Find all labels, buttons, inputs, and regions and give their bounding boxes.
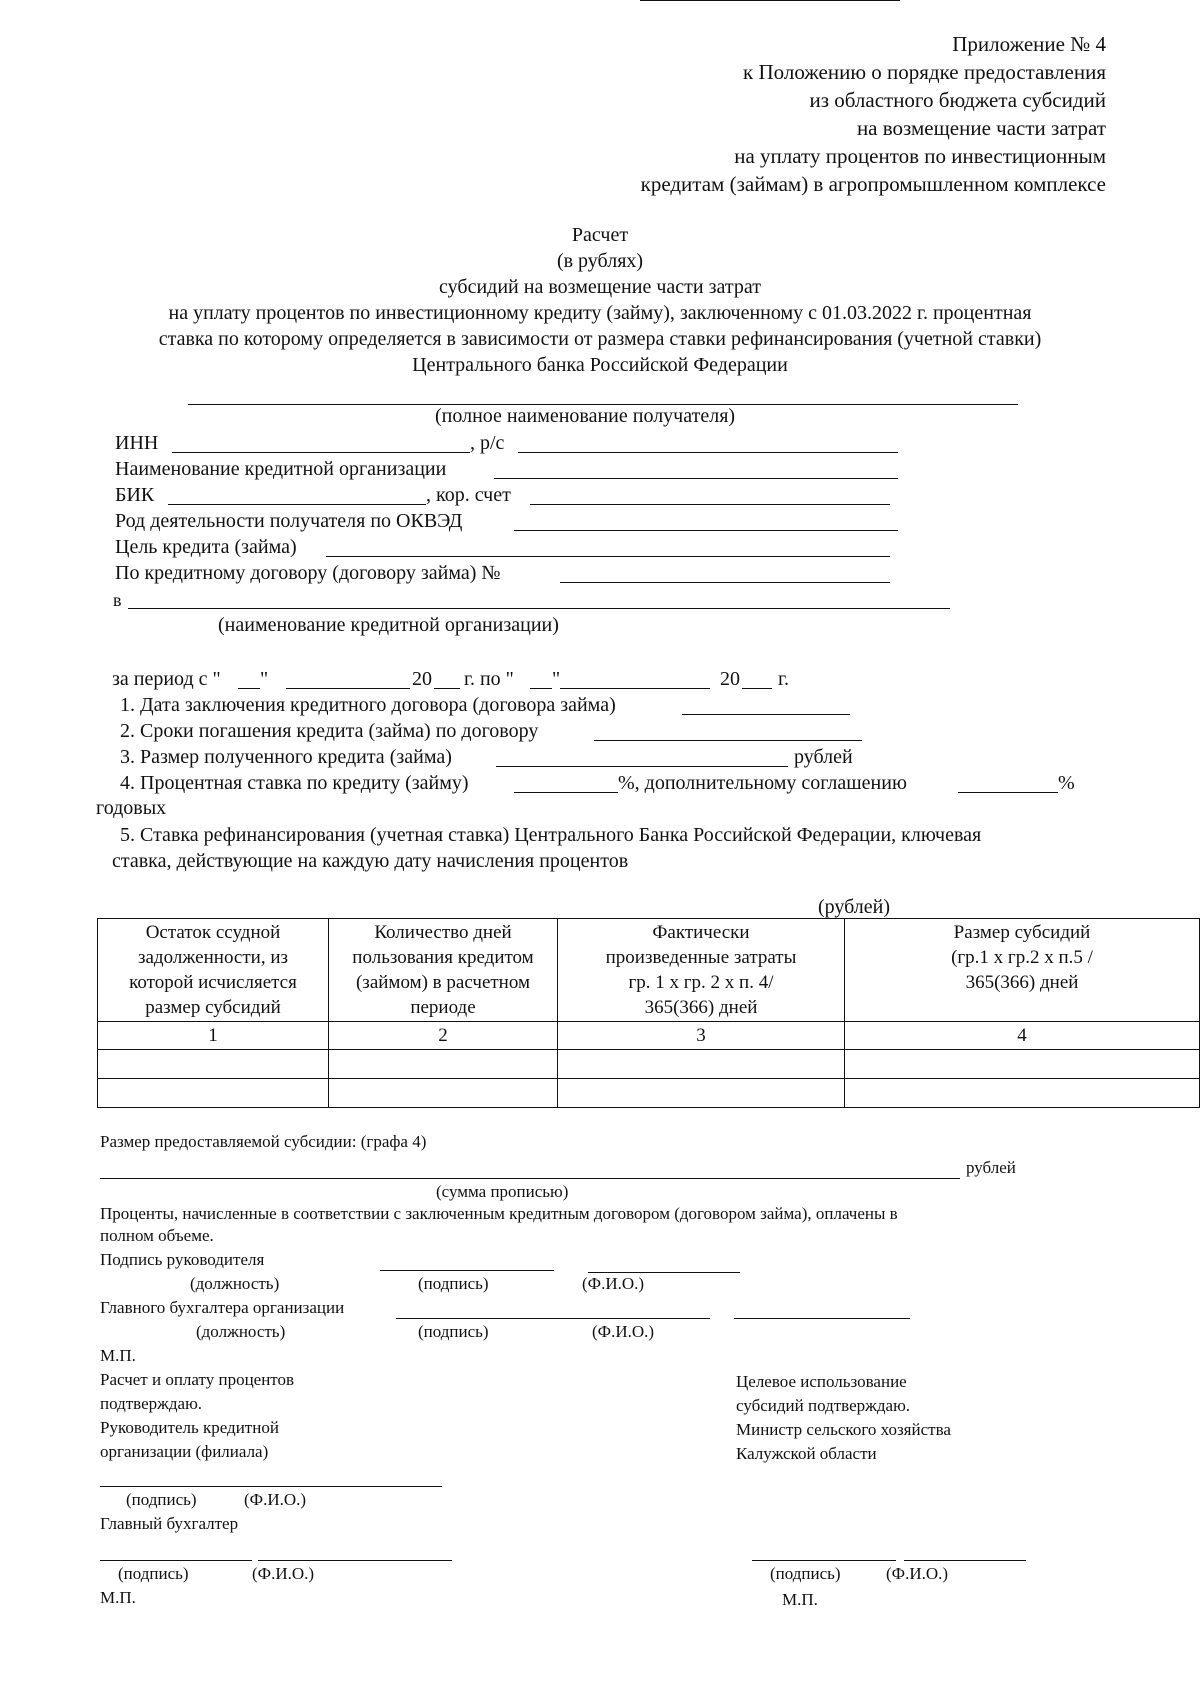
fio-caption: (Ф.И.О.) [244,1490,307,1509]
rs-label: , р/с [470,432,505,454]
chief-accountant-org-field[interactable] [396,1318,710,1319]
contract-label: По кредитному договору (договору займа) № [115,562,501,584]
signature-caption: (подпись) [126,1490,197,1509]
item-1: 1. Дата заключения кредитного договора (договора займа) [120,694,616,716]
table-cell: 4 [845,1022,1200,1050]
kor-field[interactable] [530,504,890,505]
rs-field[interactable] [518,452,898,453]
title-line: ставка по которому определяется в зависимости от размера ставки рефинансирования (учетной ставки) [158,328,1042,350]
signature-caption: (подпись) [418,1322,489,1341]
ministry-confirm-text: Министр сельского хозяйства [736,1420,951,1439]
scan-residue-line [640,0,900,1]
table-row[interactable] [98,1079,1200,1108]
table-cell[interactable] [98,1050,329,1079]
okved-label: Род деятельности получателя по ОКВЭД [115,510,463,532]
item-3: 3. Размер полученного кредита (займа) [120,746,452,768]
inn-field[interactable] [172,452,470,453]
ministry-confirm-text: Калужской области [736,1444,877,1463]
stamp-place: М.П. [100,1346,136,1365]
title-line: Центрального банка Российской Федерации [412,354,788,376]
fio-caption: (Ф.И.О.) [886,1564,949,1583]
table-cell[interactable] [845,1050,1200,1079]
item-1-field[interactable] [682,714,850,715]
table-header-cell: Фактически произведенные затраты гр. 1 х гр. 2 х п. 4/ 365(366) дней [558,919,845,1022]
period-to-day[interactable] [530,688,552,689]
table-cell[interactable] [98,1079,329,1108]
doc-subtitle: (в рублях) [556,250,644,272]
table-header-cell: Остаток ссудной задолженности, из которой исчисляется размер субсидий [98,919,329,1022]
signature-caption: (подпись) [418,1274,489,1293]
minister-signature-field[interactable] [752,1560,896,1561]
chief-accountant-label: Главный бухгалтер [100,1514,239,1533]
item-5-cont: ставка, действующие на каждую дату начисления процентов [112,850,629,872]
okved-field[interactable] [514,530,898,531]
inn-label: ИНН [115,432,159,454]
position-caption: (должность) [190,1274,280,1293]
table-unit: (рублей) [818,896,891,918]
chief-accountant-org-fio[interactable] [734,1318,910,1319]
ministry-confirm-text: Целевое использование [736,1372,907,1391]
item-2-field[interactable] [594,740,862,741]
table-cell[interactable] [558,1079,845,1108]
header-line: на уплату процентов по инвестиционным [734,144,1106,168]
item-4-percent: % [1058,772,1075,794]
period-from-year[interactable] [434,688,460,689]
kor-label: , кор. счет [426,484,511,506]
rubles-label: рублей [966,1158,1016,1177]
table-cell[interactable] [329,1050,558,1079]
table-cell: 1 [98,1022,329,1050]
subsidy-sum-field[interactable] [100,1178,960,1179]
purpose-field[interactable] [326,556,890,557]
v-label: в [113,590,122,610]
fio-caption: (Ф.И.О.) [252,1564,315,1583]
item-4-suffix: %, дополнительному соглашению [618,772,907,794]
table-number-row [98,1022,1200,1050]
stamp-place: М.П. [100,1588,136,1607]
head-signature-label: Подпись руководителя [100,1250,265,1269]
signature-caption: (подпись) [770,1564,841,1583]
contract-field[interactable] [560,582,890,583]
header-line: из областного бюджета субсидий [809,88,1106,112]
bank-caption: (наименование кредитной организации) [218,614,559,636]
sum-caption: (сумма прописью) [436,1182,569,1201]
bik-label: БИК [115,484,155,506]
period-from-month[interactable] [286,688,410,689]
fio-caption: (Ф.И.О.) [592,1322,655,1341]
recipient-caption: (полное наименование получателя) [435,405,736,427]
minister-fio-field[interactable] [904,1560,1026,1561]
bank-head-signature-field[interactable] [100,1486,442,1487]
table-cell[interactable] [558,1050,845,1079]
item-4-rate-field[interactable] [514,792,618,793]
table-header-cell: Размер субсидий (гр.1 х гр.2 х п.5 / 365(366) дней [845,919,1200,1022]
item-2: 2. Сроки погашения кредита (займа) по договору [120,720,539,742]
header-line: кредитам (займам) в агропромышленном комплексе [640,172,1106,196]
period-to-label: г. по " [464,668,514,690]
bik-field[interactable] [168,504,426,505]
chief-accountant-org-label: Главного бухгалтера организации [100,1298,345,1317]
period-to-month[interactable] [560,688,710,689]
period-year-prefix: 20 [412,668,432,690]
header-line: к Положению о порядке предоставления [743,60,1106,84]
header-line: на возмещение части затрат [856,116,1106,140]
bank-name-label: Наименование кредитной организации [115,458,447,480]
ministry-confirm-text: субсидий подтверждаю. [736,1396,911,1415]
item-4: 4. Процентная ставка по кредиту (займу) [120,772,469,794]
table-cell: 2 [329,1022,558,1050]
subsidy-size-label: Размер предоставляемой субсидии: (графа 4) [100,1132,427,1151]
period-year-prefix: 20 [720,668,740,690]
period-to-year[interactable] [742,688,772,689]
fio-caption: (Ф.И.О.) [582,1274,645,1293]
title-line: субсидий на возмещение части затрат [439,276,761,298]
table-header-cell: Количество дней пользования кредитом (займом) в расчетном периоде [329,919,558,1022]
item-3-field[interactable] [496,766,788,767]
period-from-day[interactable] [238,688,260,689]
chief-accountant-fio-field[interactable] [258,1560,452,1561]
chief-accountant-signature-field[interactable] [100,1560,252,1561]
table-cell[interactable] [329,1079,558,1108]
signature-caption: (подпись) [118,1564,189,1583]
period-from-label: за период с " [112,668,221,690]
bank-confirm-text: подтверждаю. [100,1394,203,1413]
table-row[interactable] [98,1050,1200,1079]
item-4-addl-field[interactable] [958,792,1058,793]
item-3-unit: рублей [794,746,853,768]
period-g: г. [778,668,789,690]
item-4-annual: годовых [96,797,167,819]
position-caption: (должность) [196,1322,286,1341]
period-quote: " [260,668,269,690]
interest-paid-text-cont: полном объеме. [100,1226,214,1245]
interest-paid-text: Проценты, начисленные в соответствии с заключенным кредитным договором (договором займа), оплачены в [100,1204,898,1223]
bank-name-field[interactable] [494,478,898,479]
bank-confirm-text: Расчет и оплату процентов [100,1370,295,1389]
doc-title: Расчет [571,224,629,246]
table-header-row [98,919,1200,1022]
head-fio-field[interactable] [588,1272,740,1273]
table-cell: 3 [558,1022,845,1050]
bank-confirm-text: Руководитель кредитной [100,1418,279,1437]
subsidy-calculation-table [97,918,1200,1108]
bank-confirm-text: организации (филиала) [100,1442,269,1461]
bank-field[interactable] [128,608,950,609]
head-signature-field[interactable] [380,1270,554,1271]
purpose-label: Цель кредита (займа) [115,536,297,558]
item-5: 5. Ставка рефинансирования (учетная ставка) Центрального Банка Российской Федерации, ключевая [120,824,982,846]
stamp-place: М.П. [782,1590,818,1609]
table-cell[interactable] [845,1079,1200,1108]
title-line: на уплату процентов по инвестиционному кредиту (займу), заключенному с 01.03.2022 г. процентная [168,302,1032,324]
period-quote: " [552,668,561,690]
appendix-number: Приложение № 4 [952,32,1106,56]
